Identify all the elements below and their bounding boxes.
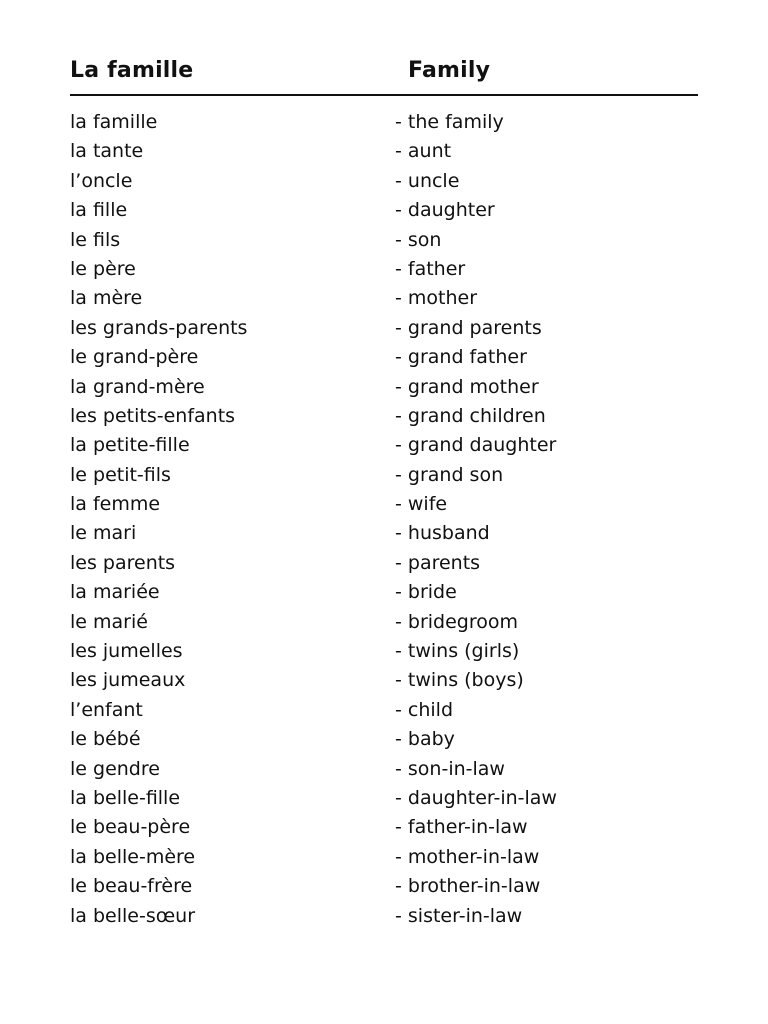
- english-translation: - the family: [395, 111, 504, 133]
- french-term: le beau-père: [70, 816, 191, 839]
- vocabulary-row: [70, 725, 698, 754]
- vocabulary-row: [70, 402, 698, 431]
- french-term: le petit-fils: [70, 463, 171, 486]
- french-term: l’enfant: [70, 698, 143, 721]
- french-term: l’oncle: [70, 169, 133, 192]
- french-term: la mère: [70, 287, 143, 310]
- english-translation: - mother-in-law: [395, 845, 540, 868]
- english-translation: - baby: [395, 728, 455, 751]
- vocabulary-row: [70, 431, 698, 460]
- vocabulary-row: [70, 608, 698, 637]
- french-term: le fils: [70, 228, 121, 251]
- english-translation: - husband: [395, 522, 490, 545]
- english-translation: - grand daughter: [395, 434, 557, 457]
- vocabulary-row: [70, 284, 698, 313]
- english-translation: - grand parents: [395, 316, 542, 339]
- vocabulary-row: [70, 637, 698, 666]
- english-translation: - sister-in-law: [395, 904, 523, 927]
- french-term: la famille: [70, 111, 158, 133]
- french-term: les parents: [70, 551, 176, 574]
- vocabulary-row: [70, 784, 698, 813]
- english-translation: - grand son: [395, 463, 504, 486]
- vocabulary-row: [70, 461, 698, 490]
- french-term: la grand-mère: [70, 375, 205, 398]
- vocabulary-row: [70, 108, 698, 137]
- french-term: les grands-parents: [70, 316, 248, 339]
- table-header: [70, 56, 698, 96]
- french-term: le gendre: [70, 757, 160, 780]
- english-column-title: Family: [408, 58, 491, 83]
- vocabulary-row: [70, 872, 698, 901]
- french-term: les jumeaux: [70, 669, 186, 692]
- french-term: les petits-enfants: [70, 404, 236, 427]
- french-term: le mari: [70, 522, 137, 545]
- vocabulary-row: [70, 167, 698, 196]
- vocabulary-row: [70, 343, 698, 372]
- vocabulary-row: [70, 549, 698, 578]
- english-translation: - grand children: [395, 404, 546, 427]
- english-translation: - grand mother: [395, 375, 539, 398]
- vocabulary-row: [70, 373, 698, 402]
- french-term: la belle-fille: [70, 786, 181, 809]
- french-term: le beau-frère: [70, 875, 193, 898]
- french-term: la tante: [70, 140, 144, 163]
- english-translation: - son-in-law: [395, 757, 505, 780]
- english-translation: - son: [395, 228, 442, 251]
- french-term: le bébé: [70, 728, 141, 751]
- vocabulary-row: [70, 755, 698, 784]
- french-term: la femme: [70, 493, 161, 516]
- english-translation: - mother: [395, 287, 478, 310]
- french-term: le père: [70, 257, 136, 280]
- english-translation: - twins (boys): [395, 669, 524, 692]
- vocabulary-row: [70, 314, 698, 343]
- english-translation: - wife: [395, 493, 448, 516]
- english-translation: - child: [395, 698, 454, 721]
- english-translation: - daughter-in-law: [395, 786, 557, 809]
- vocabulary-row: [70, 226, 698, 255]
- english-translation: - grand father: [395, 346, 527, 369]
- vocabulary-row: [70, 696, 698, 725]
- vocabulary-row: [70, 902, 698, 931]
- vocabulary-row: [70, 843, 698, 872]
- english-translation: - aunt: [395, 140, 452, 163]
- english-translation: - bride: [395, 581, 457, 604]
- english-translation: - father-in-law: [395, 816, 528, 839]
- vocabulary-row: [70, 813, 698, 842]
- vocabulary-row: [70, 196, 698, 225]
- vocabulary-row: [70, 519, 698, 548]
- vocabulary-row: [70, 137, 698, 166]
- french-term: le grand-père: [70, 346, 199, 369]
- french-column-title: La famille: [70, 58, 194, 83]
- english-translation: - bridegroom: [395, 610, 519, 633]
- english-translation: - brother-in-law: [395, 875, 541, 898]
- vocabulary-row: [70, 666, 698, 695]
- english-translation: - uncle: [395, 169, 460, 192]
- english-translation: - daughter: [395, 199, 495, 222]
- french-term: la fille: [70, 199, 128, 222]
- french-term: la petite-fille: [70, 434, 190, 457]
- english-translation: - twins (girls): [395, 640, 520, 663]
- english-translation: - father: [395, 257, 466, 280]
- vocabulary-row: [70, 578, 698, 607]
- french-term: les jumelles: [70, 640, 183, 663]
- vocabulary-list: [70, 108, 698, 931]
- vocabulary-row: [70, 255, 698, 284]
- french-term: le marié: [70, 610, 148, 633]
- english-translation: - parents: [395, 551, 481, 574]
- vocabulary-row: [70, 490, 698, 519]
- french-term: la belle-mère: [70, 845, 196, 868]
- french-term: la belle-sœur: [70, 904, 196, 927]
- french-term: la mariée: [70, 581, 160, 604]
